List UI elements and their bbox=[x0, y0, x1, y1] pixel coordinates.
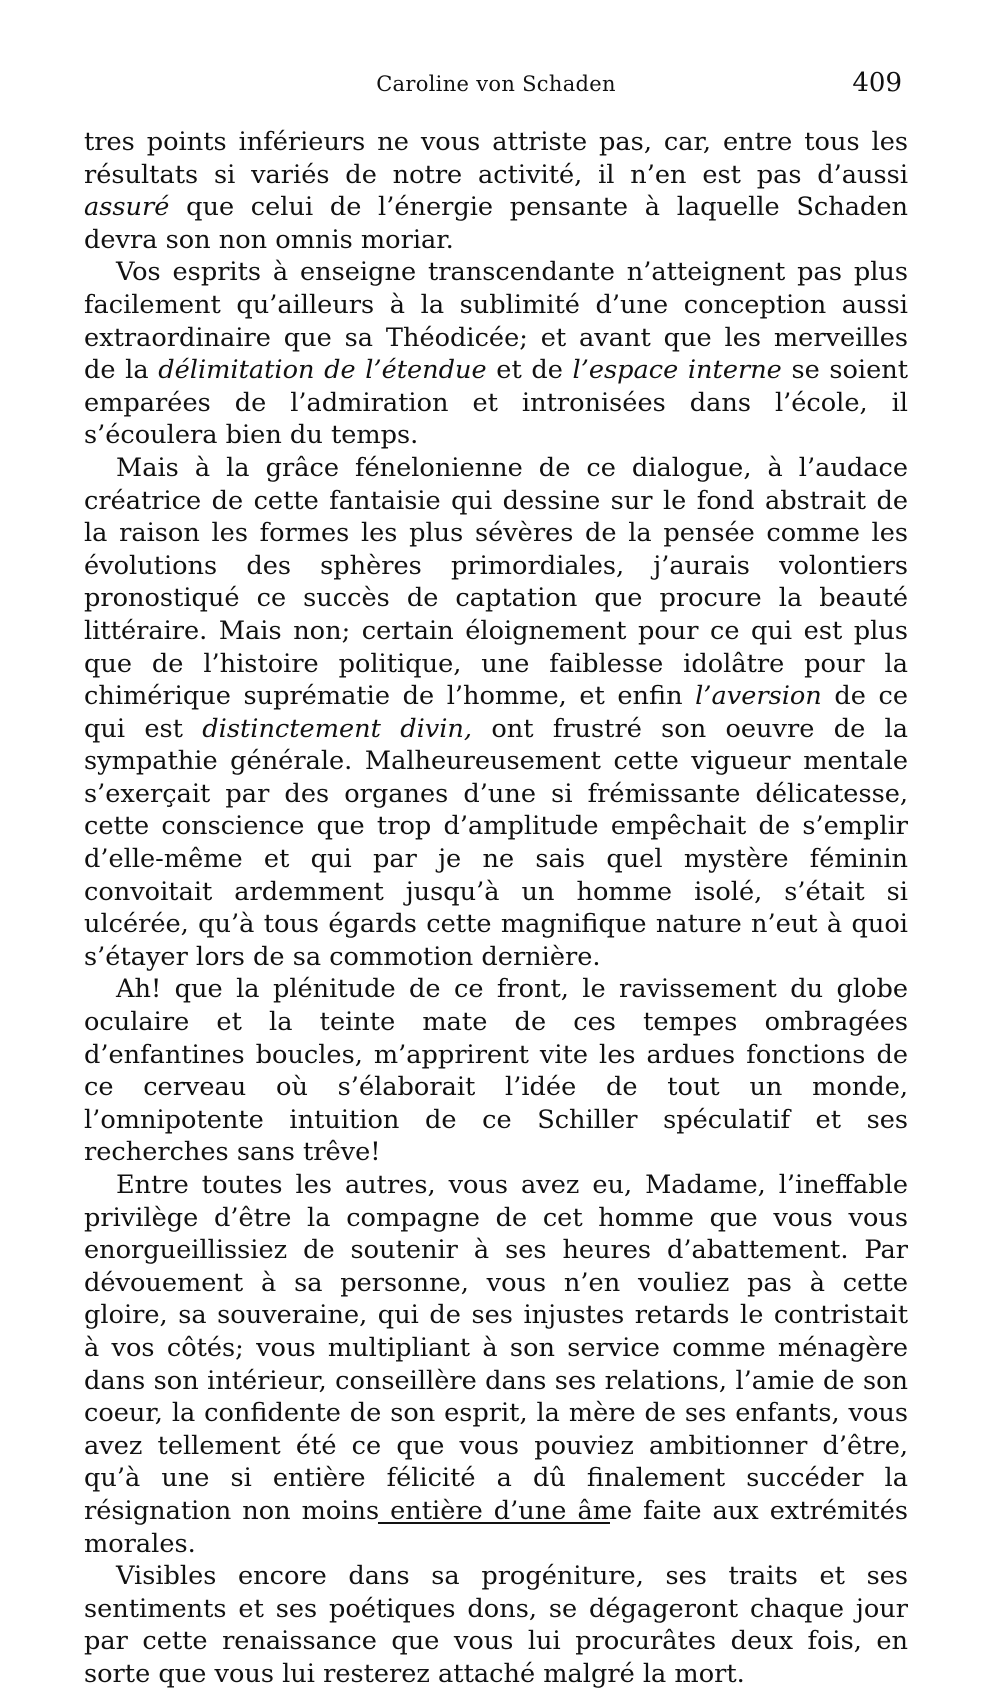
paragraph-4 bbox=[84, 973, 908, 1169]
text-run: Mais à la grâce fénelonienne de ce dialogue, à l’audace créatrice de cette fantaisie qui dessine sur le fond abstrait de la raison les formes les plus sévères de la pensée comme les évolutions des sphères primordiales, j’aurais volontiers pronostiqué ce succès de captation que procure la beauté littéraire. Mais non; certain éloignement pour ce qui est plus que de l’histoire politique, une faiblesse idolâtre pour la chimérique suprématie de l’homme, et enfin bbox=[84, 452, 908, 712]
running-title: Caroline von Schaden bbox=[376, 72, 616, 96]
italic-run: l’espace interne bbox=[572, 355, 782, 386]
page-header bbox=[84, 68, 908, 108]
italic-run: distinctement divin, bbox=[202, 713, 473, 744]
paragraph-5 bbox=[84, 1169, 908, 1560]
text-run: Vos esprits à enseigne transcendante n’atteignent pas plus facilement qu’ailleurs à la sublimité d’une conception aussi extraordinaire que sa Théodicée; et avant que les merveilles de la bbox=[84, 257, 908, 386]
paragraph-1 bbox=[84, 126, 908, 256]
text-run: Visibles encore dans sa progéniture, ses traits et ses sentiments et ses poétiques dons, se dégageront chaque jour par cette renaissance que vous lui procurâtes deux fois, en sorte que vous lui resterez attaché malgré la mort. bbox=[84, 1561, 908, 1689]
text-run: tres points inférieurs ne vous attriste pas, car, entre tous les résultats si variés de notre activité, il n’en est pas d’aussi bbox=[84, 127, 908, 190]
text-run: ont frustré son oeuvre de la sympathie générale. Malheureusement cette vigueur mentale s’exerçait par des organes d’une si frémissante délicatesse, cette conscience que trop d’amplitude empêchait de s’emplir d’elle-même et qui par je ne sais quel mystère féminin convoitait ardemment jusqu’à un homme isolé, s’était si ulcérée, qu’à tous égards cette magnifique nature n’eut à quoi s’étayer lors de sa commotion dernière. bbox=[84, 713, 908, 972]
paragraph-6 bbox=[84, 1560, 908, 1690]
paragraph-2 bbox=[84, 256, 908, 452]
paragraph-3 bbox=[84, 452, 908, 974]
text-run: de ce qui est bbox=[84, 681, 909, 744]
text-run: Entre toutes les autres, vous avez eu, Madame, l’ineffable privilège d’être la compagne de cet homme que vous vous enorgueillissiez de soutenir à ses heures d’abattement. Par dévouement à sa personne, vous n’en vouliez pas à cette gloire, sa souveraine, qui de ses injustes retards le contristait à vos côtés; vous multipliant à son service comme ménagère dans son intérieur, conseillère dans ses relations, l’amie de son coeur, la confidente de son esprit, la mère de ses enfants, vous avez tellement été ce que vous pouviez ambitionner d’être, qu’à une si entière félicité a dû finalement succéder la résignation non moins entière d’une âme faite aux extrémités morales. bbox=[84, 1170, 908, 1559]
text-run: que celui de l’énergie pensante à laquelle Schaden devra son non omnis moriar. bbox=[84, 192, 908, 255]
end-rule bbox=[378, 1522, 610, 1524]
text-run: Ah! que la plénitude de ce front, le ravissement du globe oculaire et la teinte mate de ces tempes ombragées d’enfantines boucles, m’apprirent vite les ardues fonctions de ce cerveau où s’élaborait l’idée de tout un monde, l’omnipotente intuition de ce Schiller spéculatif et ses recherches sans trêve! bbox=[84, 974, 908, 1168]
body-text bbox=[84, 126, 908, 1691]
text-run: et de bbox=[486, 355, 573, 386]
page-number: 409 bbox=[852, 68, 902, 98]
italic-run: assuré bbox=[84, 192, 170, 223]
text-run: se soient emparées de l’admiration et intronisées dans l’école, il s’écoulera bien du temps. bbox=[84, 355, 908, 451]
italic-run: délimitation de l’étendue bbox=[158, 355, 487, 386]
italic-run: l’aversion bbox=[695, 681, 822, 712]
